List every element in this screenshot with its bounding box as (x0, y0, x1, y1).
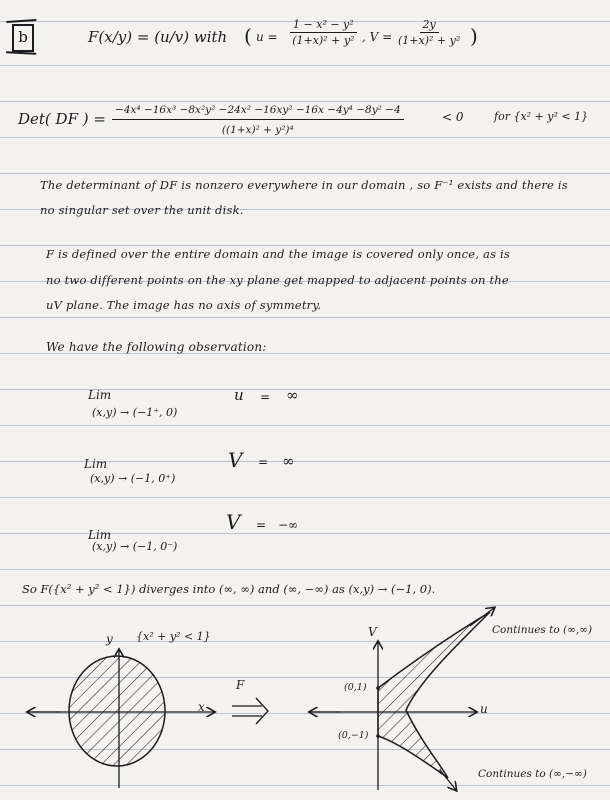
det-numerator: −4x⁴ −16x³ −8x²y² −24x² −16xy² −16x −4y⁴ −8y² −4 (112, 104, 404, 120)
text-line-4: no two different points on the xy plane get mapped to adjacent points on the (46, 273, 509, 287)
limit-1-var: u (234, 386, 244, 404)
limit-3-approach: (x,y) → (−1, 0⁻) (92, 540, 178, 553)
limit-1-approach: (x,y) → (−1⁺, 0) (92, 406, 178, 419)
right-v-label: V (368, 625, 377, 639)
u-label: u = (256, 30, 278, 44)
left-x-label: x (198, 700, 205, 714)
u-denominator: (1+x)² + y² (292, 34, 355, 47)
limit-3-value: −∞ (278, 518, 299, 532)
conclusion-line: So F({x² + y² < 1}) diverges into (∞, ∞) and (∞, −∞) as (x,y) → (−1, 0). (22, 582, 436, 596)
v-label: , V = (362, 30, 393, 44)
limit-3-eq: = (256, 518, 267, 532)
text-line-3: F is defined over the entire domain and the image is covered only once, as is (46, 247, 511, 261)
unit-disk (69, 656, 165, 766)
image-top-arrow (470, 608, 494, 626)
image-bottom-arrow (440, 770, 456, 790)
point-bottom-label: (0,−1) (338, 730, 369, 741)
image-region (378, 612, 490, 778)
badge-label: b (12, 24, 34, 52)
domain-label: {x² + y² < 1} (136, 630, 211, 643)
limit-1-value: ∞ (286, 386, 299, 404)
limit-2-lim: Lim (84, 457, 108, 471)
point-bottom (376, 734, 380, 738)
limit-3-var: V (226, 510, 241, 534)
det-denominator: ((1+x)² + y²)⁴ (221, 124, 294, 136)
right-u-label: u (480, 702, 488, 716)
point-top (376, 686, 380, 690)
limit-3-lim: Lim (88, 528, 112, 542)
limit-1-eq: = (260, 390, 271, 404)
map-arrow-head (256, 698, 268, 724)
text-line-2: no singular set over the unit disk. (40, 203, 244, 217)
v-denominator: (1+x)² + y² (398, 34, 461, 47)
text-line-1: The determinant of DF is nonzero everywhere in our domain , so F⁻¹ exists and there is (40, 178, 568, 192)
det-inequality: < 0 (442, 110, 464, 124)
header-lhs: F(x/y) = (u/v) with (88, 28, 228, 46)
limit-2-eq: = (258, 455, 269, 469)
limit-2-value: ∞ (282, 452, 295, 470)
continues-bottom-label: Continues to (∞,−∞) (478, 768, 587, 780)
paren-close: ) (470, 24, 478, 48)
point-top-label: (0,1) (344, 682, 367, 693)
text-line-5: uV plane. The image has no axis of symmetry. (46, 298, 322, 312)
limit-2-approach: (x,y) → (−1, 0⁺) (90, 472, 176, 485)
limit-2-var: V (228, 448, 243, 472)
limit-1-lim: Lim (88, 388, 112, 402)
map-label: F (236, 678, 245, 692)
det-label: Det( DF ) = (18, 110, 106, 128)
left-y-label: y (106, 632, 113, 646)
continues-top-label: Continues to (∞,∞) (492, 624, 593, 636)
v-numerator: 2y (420, 18, 439, 33)
paren-open: ( (244, 24, 252, 48)
text-line-6: We have the following observation: (46, 340, 267, 354)
det-domain: for {x² + y² < 1} (494, 110, 589, 123)
u-numerator: 1 − x² − y² (290, 18, 357, 33)
